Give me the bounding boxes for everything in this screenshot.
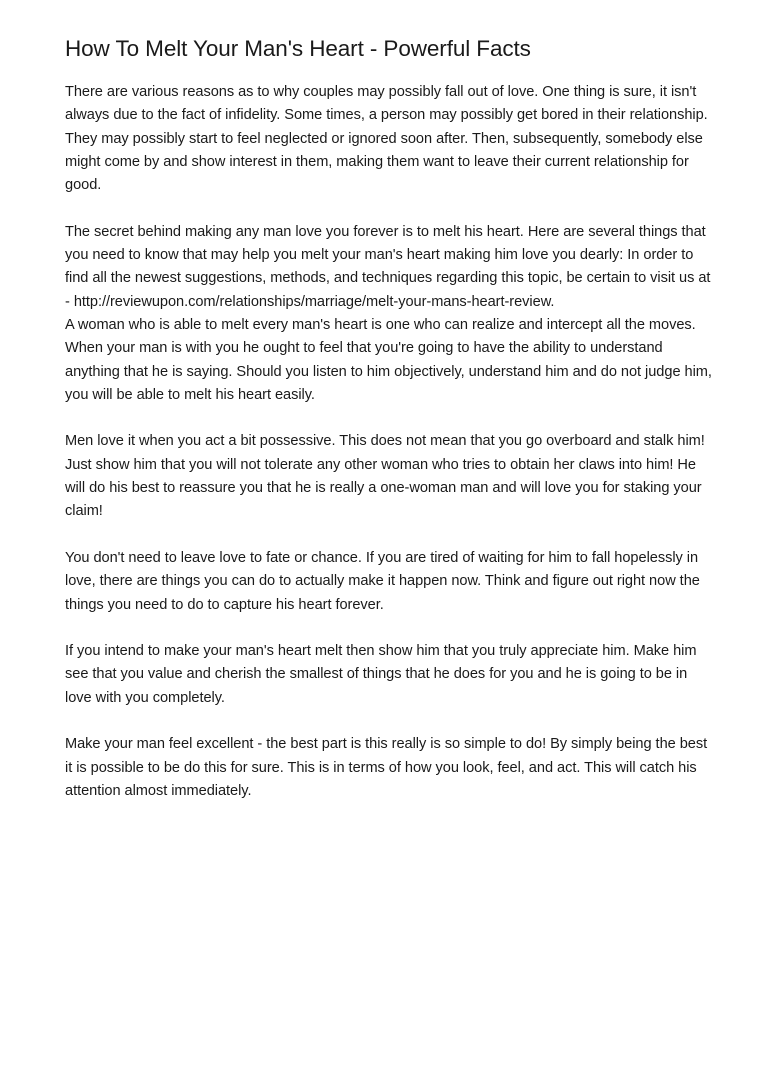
paragraph-spacer bbox=[65, 524, 715, 547]
paragraph-spacer bbox=[65, 710, 715, 733]
paragraph-spacer bbox=[65, 617, 715, 640]
document-page bbox=[65, 34, 715, 803]
paragraph-2: They may possibly start to feel neglected or ignored soon after. Then, subsequently, somebody else might come by and show interest in them, making them want to leave their current relationship for good. bbox=[65, 130, 703, 194]
paragraph-spacer bbox=[65, 407, 715, 430]
paragraph-1: There are various reasons as to why couples may possibly fall out of love. One thing is sure, it isn't always due to the fact of infidelity. Some times, a person may possibly get bored in their relationship. bbox=[65, 84, 708, 124]
paragraph-7: If you intend to make your man's heart melt then show him that you truly appreciate him. Make him see that you value and cherish the smallest of things that he does for you and he is going to be in love with you completely. bbox=[65, 643, 697, 706]
paragraph-spacer bbox=[65, 197, 715, 220]
paragraph-6: You don't need to leave love to fate or chance. If you are tired of waiting for him to fall hopelessly in love, there are things you can do to actually make it happen now. Think and figure out right now the things you need to do to capture his heart forever. bbox=[65, 549, 700, 613]
paragraph-4: A woman who is able to melt every man's heart is one who can realize and intercept all the moves. When your man is with you he ought to feel that you're going to have the ability to understand anything that he is saying. Should you listen to him objectively, understand him and do not judge him, you will be able to melt his heart easily. bbox=[65, 316, 712, 403]
paragraph-5: Men love it when you act a bit possessive. This does not mean that you go overboard and stalk him! Just show him that you will not tolerate any other woman who tries to obtain her claws into him! He will do his best to reassure you that he is really a one-woman man and will love you for staking your claim! bbox=[65, 433, 705, 520]
paragraph-8: Make your man feel excellent - the best part is this really is so simple to do! By simply being the best it is possible to be do this for sure. This is in terms of how you look, feel, and act. This will catch his attention almost immediately. bbox=[65, 736, 708, 799]
paragraph-3: The secret behind making any man love you forever is to melt his heart. Here are several things that you need to know that may help you melt your man's heart making him love you dearly: In order to find all the newest suggestions, methods, and techniques regarding this topic, be certain to visit us at - http://reviewupon.com/relationships/marriage/melt-your-mans-heart-review. bbox=[65, 223, 711, 310]
page-title: How To Melt Your Man's Heart - Powerful Facts bbox=[65, 36, 531, 61]
